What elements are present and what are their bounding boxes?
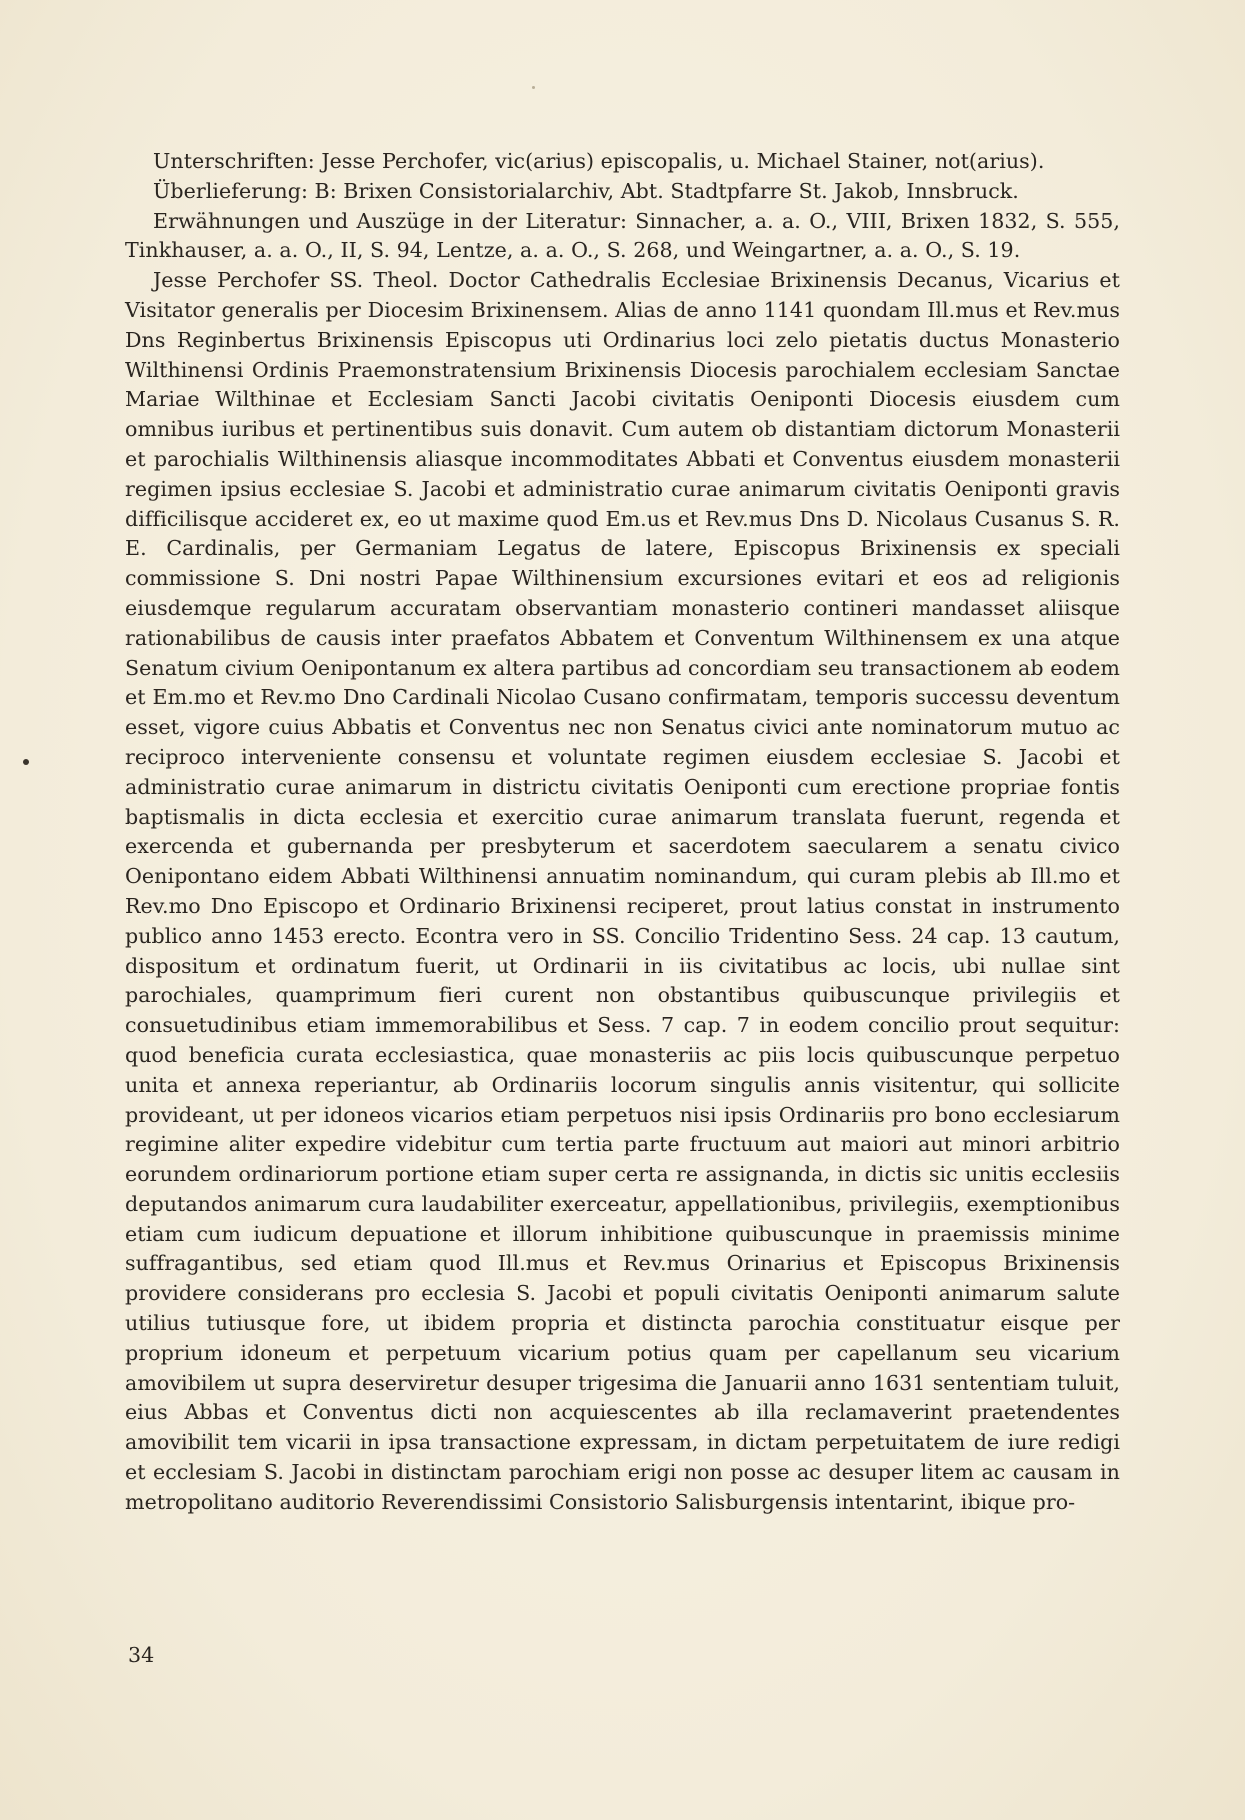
signatures-line: Unterschriften: Jesse Perchofer, vic(arius) episcopalis, u. Michael Stainer, not(arius). [153, 149, 1045, 173]
page-number: 34 [128, 1643, 155, 1667]
margin-mark [23, 759, 29, 765]
literature-paragraph: Erwähnungen und Auszüge in der Literatur: Sinnacher, a. a. O., VIII, Brixen 1832, S. 555, Tinkhauser, a. a. O., II, S. 94, Lentze, a. a. O., S. 268, und Weingartner, a. a. O., S. 19. [125, 208, 1120, 263]
transmission-line: Überlieferung: B: Brixen Consistorialarchiv, Abt. Stadtpfarre St. Jakob, Innsbruck. [153, 178, 1019, 203]
paper-speck [532, 86, 535, 89]
document-body [125, 147, 1120, 1518]
latin-text-paragraph: Jesse Perchofer SS. Theol. Doctor Cathedralis Ecclesiae Brixinensis Decanus, Vicarius et Visitator generalis per Diocesim Brixinensem. Alias de anno 1141 quondam Ill.mus et Rev.mus Dns Reginbertus Brixinensis Episcopus uti Ordinarius loci zelo pietatis ductus Monasterio Wilthinensi Ordinis Praemonstratensium Brixinensis Diocesis parochialem ecclesiam Sanctae Mariae Wilthinae et Ecclesiam Sancti Jacobi civitatis Oeniponti Diocesis eiusdem cum omnibus iuribus et pertinentibus suis donavit. Cum autem ob distantiam dictorum Monasterii et parochialis Wilthinensis aliasque incommoditates Abbati et Conventus eiusdem monasterii regimen ipsius ecclesiae S. Jacobi et administratio curae animarum civitatis Oeniponti gravis difficilisque accideret ex, eo ut maxime quod Em.us et Rev.mus Dns D. Nicolaus Cusanus S. R. E. Cardinalis, per Germaniam Legatus de latere, Episcopus Brixinensis ex speciali commissione S. Dni nostri Papae Wilthinensium excursiones evitari et eos ad religionis eiusdemque regularum accuratam observantiam monasterio contineri mandasset aliisque rationabilibus de causis inter praefatos Abbatem et Conventum Wilthinensem ex una atque Senatum civium Oenipontanum ex altera partibus ad concordiam seu transactionem ab eodem et Em.mo et Rev.mo Dno Cardinali Nicolao Cusano confirmatam, temporis successu deventum esset, vigore cuius Abbatis et Conventus nec non Senatus civici ante nominatorum mutuo ac reciproco interveniente consensu et voluntate regimen eiusdem ecclesiae S. Jacobi et administratio curae animarum in districtu civitatis Oeniponti cum erectione propriae fontis baptismalis in dicta ecclesia et exercitio curae animarum translata fuerunt, regenda et exercenda et gubernanda per presbyterum et sacerdotem saecularem a senatu civico Oenipontano eidem Abbati Wilthinensi annuatim nominandum, qui curam plebis ab Ill.mo et Rev.mo Dno Episcopo et Ordinario Brixinensi reciperet, prout latius constat in instrumento publico anno 1453 erecto. Econtra vero in SS. Concilio Tridentino Sess. 24 cap. 13 cautum, dispositum et ordinatum fuerit, ut Ordinarii in iis civitatibus ac locis, ubi nullae sint parochiales, quamprimum fieri curent non obstantibus quibuscunque privilegiis et consuetudinibus etiam immemorabilibus et Sess. 7 cap. 7 in eodem concilio prout sequitur: quod beneficia curata ecclesiastica, quae monasteriis ac piis locis quibuscunque perpetuo unita et annexa reperiantur, ab Ordinariis locorum singulis annis visitentur, qui sollicite provideant, ut per idoneos vicarios etiam perpetuos nisi ipsis Ordinariis pro bono ecclesiarum regimine aliter expedire videbitur cum tertia parte fructuum aut maiori aut minori arbitrio eorundem ordinariorum portione etiam super certa re assignanda, in dictis sic unitis ecclesiis deputandos animarum cura laudabiliter exerceatur, appellationibus, privilegiis, exemptionibus etiam cum iudicum depuatione et illorum inhibitione quibuscunque in praemissis minime suffragantibus, sed etiam quod Ill.mus et Rev.mus Orinarius et Episcopus Brixinensis providere considerans pro ecclesia S. Jacobi et populi civitatis Oeniponti animarum salute utilius tutiusque fore, ut ibidem propria et distincta parochia constituatur eisque per proprium idoneum et perpetuum vicarium potius quam per capellanum seu vicarium amovibilem ut supra deserviretur desuper trigesima die Januarii anno 1631 sententiam tuluit, eius Abbas et Conventus dicti non acquiescentes ab illa reclamaverint praetendentes amovibilit tem vicarii in ipsa transactione expressam, in dictam perpetuitatem de iure redigi et ecclesiam S. Jacobi in distinctam parochiam erigi non posse ac desuper litem ac causam in metropolitano auditorio Reverendissimi Consistorio Salisburgensis intentarint, ibique pro- [125, 268, 1120, 1514]
